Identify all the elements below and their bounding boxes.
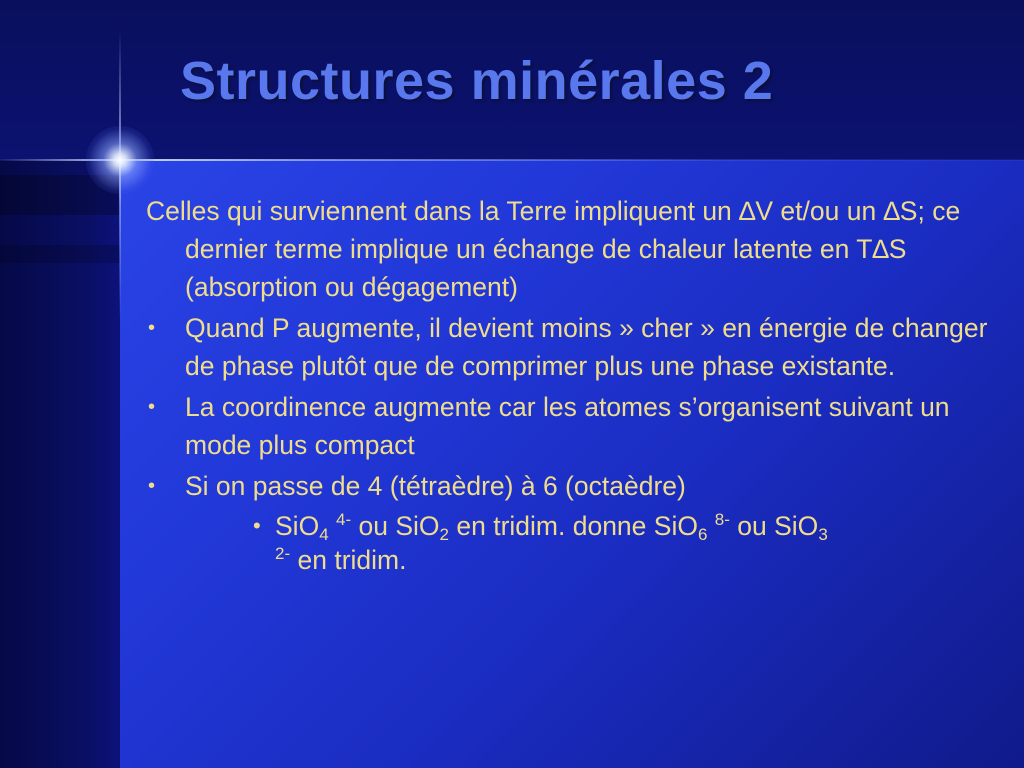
intro-text: S; ce dernier terme implique un échange de chaleur latente en T [185, 196, 961, 264]
formula-superscript: 4- [336, 510, 352, 529]
bullet-text: Quand P augmente, il devient moins » cher » en énergie de changer de phase plutôt que de comprimer plus une phase existante. [185, 313, 988, 381]
bullet-item [146, 467, 1011, 505]
formula-text: ou SiO [729, 511, 819, 541]
formula-text: en tridim. donne SiO [449, 511, 698, 541]
delta-symbol: ∆ [739, 196, 756, 226]
formula-text: en tridim. [290, 545, 407, 575]
formula-superscript: 2- [275, 544, 291, 563]
formula-superscript: 8- [714, 510, 730, 529]
formula-subscript: 3 [818, 525, 828, 544]
sub-bullet-item [146, 509, 1011, 577]
delta-symbol: ∆ [883, 196, 900, 226]
formula-subscript: 6 [697, 525, 708, 544]
intro-text: S (absorption ou dégagement) [185, 234, 907, 302]
left-stripe [0, 245, 120, 263]
delta-symbol: ∆ [872, 234, 889, 264]
slide-body [146, 192, 1011, 577]
formula-subscript: 2 [439, 525, 450, 544]
bullet-item [146, 309, 1011, 385]
bullet-text: Si on passe de 4 (tétraèdre) à 6 (octaèdre) [185, 471, 686, 501]
intro-text: V et/ou un [755, 196, 884, 226]
bullet-text: La coordinence augmente car les atomes s’organisent suivant un mode plus compact [185, 392, 950, 460]
sub-bullet-marker: • [253, 513, 261, 538]
lens-flare-glow [86, 126, 154, 194]
bullet-item [146, 388, 1011, 464]
slide-title: Structures minérales 2 [180, 51, 774, 111]
intro-paragraph [146, 192, 1011, 306]
formula-text: ou SiO [351, 511, 440, 541]
intro-text: Celles qui surviennent dans la Terre impliquent un [146, 196, 740, 226]
bullet-marker: • [148, 396, 156, 418]
bullet-marker: • [148, 317, 156, 339]
formula-text: SiO [275, 511, 320, 541]
formula-subscript: 4 [319, 525, 329, 544]
bullet-marker: • [148, 475, 156, 497]
